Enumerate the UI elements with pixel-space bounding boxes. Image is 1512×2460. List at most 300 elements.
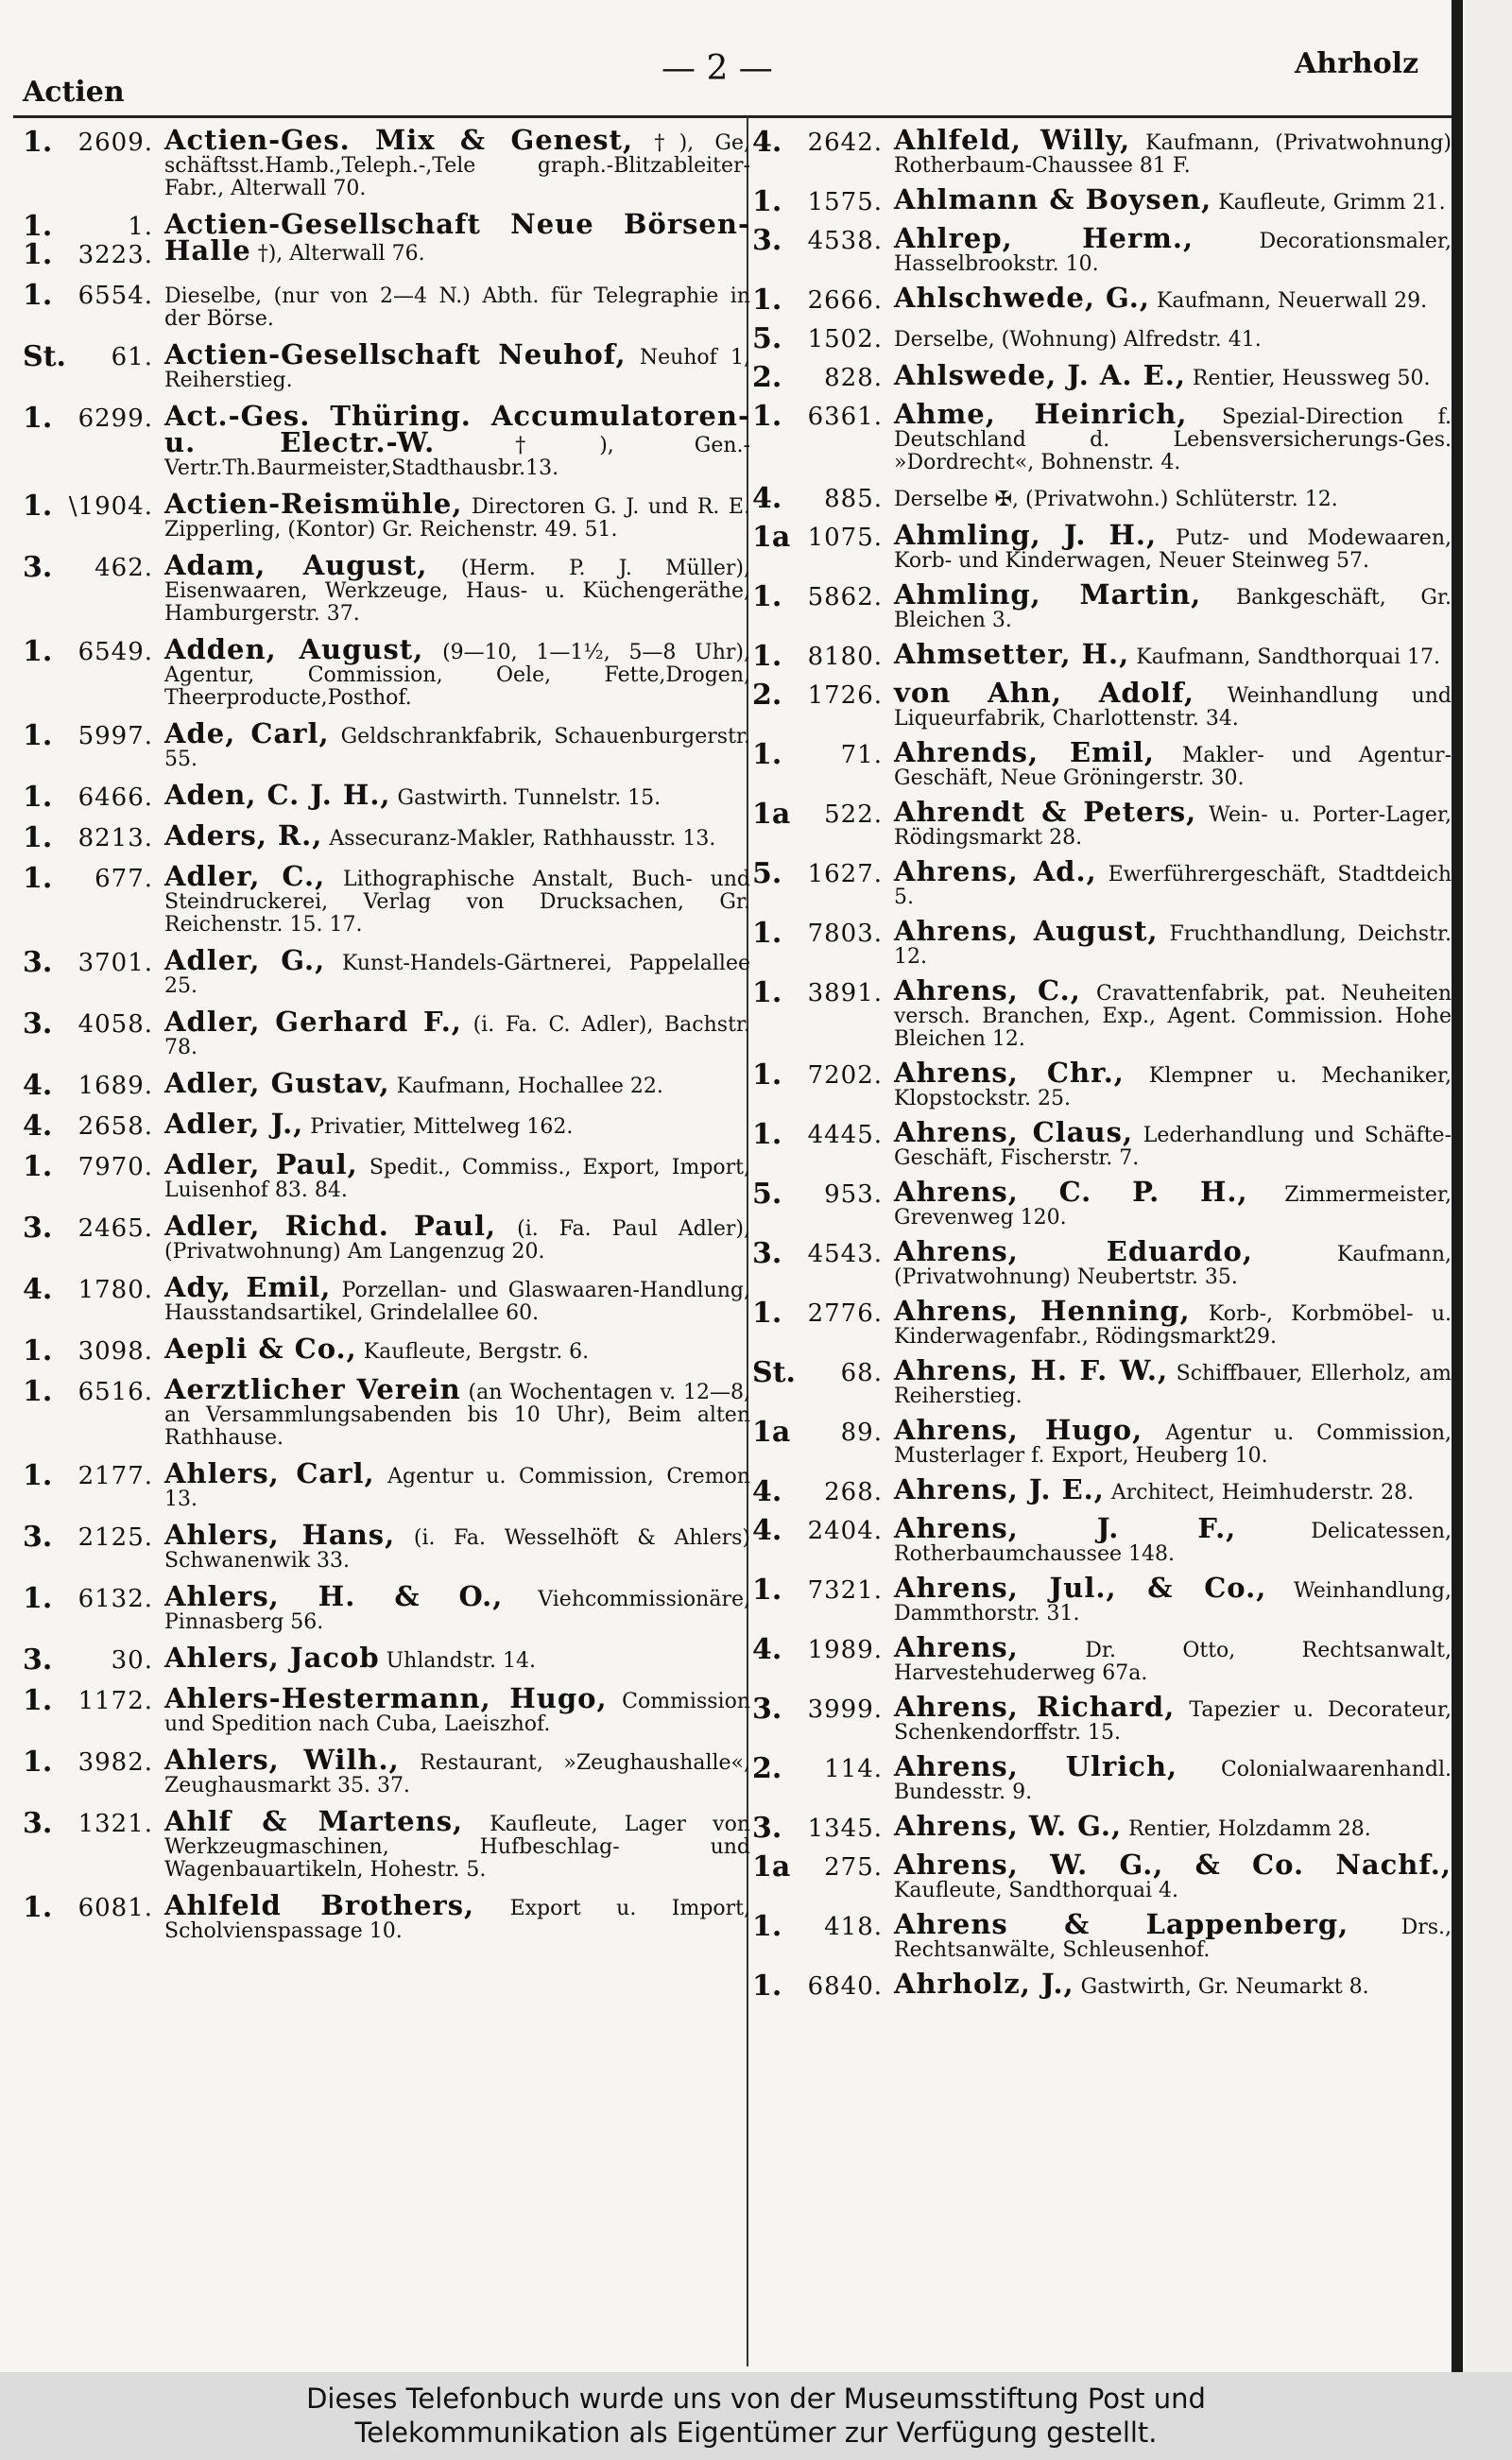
entry-description: Geldschrankfabrik, Schauenburgerstr. 55. xyxy=(164,725,751,771)
entry-text xyxy=(894,1849,1452,1902)
entry-description: Dieselbe, (nur von 2—4 N.) Abth. für Telegraphie in der Börse. xyxy=(164,284,750,331)
directory-entry xyxy=(752,1235,1452,1289)
entry-text xyxy=(894,1512,1452,1566)
phone-number: 6081. xyxy=(77,1894,153,1922)
exchange-class: 1. xyxy=(752,738,782,771)
directory-entry xyxy=(752,1473,1452,1508)
directory-entry xyxy=(752,1176,1452,1230)
exchange-class: 5. xyxy=(752,857,782,890)
entry-description: Assecuranz-Makler, Rathhausstr. 13. xyxy=(329,827,716,851)
exchange-class: 1. xyxy=(752,185,782,218)
exchange-class: 1. xyxy=(752,580,782,613)
directory-entry xyxy=(23,1373,750,1450)
entry-text xyxy=(894,1810,1452,1842)
entry-name: Ahrends, Emil, xyxy=(894,736,1155,768)
phone-number: 828. xyxy=(824,364,883,392)
entry-text xyxy=(164,1519,750,1573)
directory-entry xyxy=(752,1908,1452,1962)
phone-number: 3098. xyxy=(77,1337,153,1366)
phone-number: 7202. xyxy=(807,1061,883,1090)
entry-description: Spezial-Direction f. Deutschland d. Lebensversicherungs-Ges. »Dordrecht«, Bohnenstr. 4. xyxy=(894,405,1452,474)
entry-name: Actien-Reismühle, xyxy=(164,488,463,520)
entry-text xyxy=(164,1333,750,1365)
phone-number: 3982. xyxy=(77,1748,153,1777)
page-number: — 2 — xyxy=(662,49,773,88)
entry-description: Kunst-Handels-Gärtnerei, Pappelallee 25. xyxy=(164,952,750,998)
entry-description: Lithographische Anstalt, Buch- und Steindruckerei, Verlag von Drucksachen, Gr. Reichenstr. 15. 17. xyxy=(164,868,750,937)
entry-name: Ahrens, August, xyxy=(894,915,1159,947)
exchange-class: 3. xyxy=(23,551,53,584)
entry-description: Directoren G. J. und R. E. Zipperling, (Kontor) Gr. Reichenstr. 49. 51. xyxy=(164,495,750,542)
entry-text xyxy=(164,1067,750,1099)
exchange-class: 1. xyxy=(23,1582,53,1615)
exchange-class: 1. xyxy=(23,1375,53,1408)
exchange-class: 1. xyxy=(752,976,782,1009)
entry-name: Aepli & Co., xyxy=(164,1333,357,1365)
directory-entry xyxy=(23,124,751,200)
entry-name: Ahlers, Carl, xyxy=(164,1457,375,1489)
entry-text xyxy=(894,1908,1452,1962)
entry-text xyxy=(894,1968,1452,2000)
entry-text xyxy=(164,124,751,200)
entry-name: Ahrens, Hugo, xyxy=(894,1414,1143,1446)
directory-entry xyxy=(23,488,750,542)
directory-entry xyxy=(23,1642,750,1677)
page-header-left: Actien xyxy=(23,76,125,109)
page-header-right: Ahrholz xyxy=(1295,47,1419,80)
phone-number: 7321. xyxy=(807,1576,883,1605)
entry-name: Adler, J., xyxy=(164,1108,304,1140)
entry-description: Gastwirth, Gr. Neumarkt 8. xyxy=(1080,1975,1369,1999)
phone-number: 1172. xyxy=(77,1687,153,1715)
directory-entry xyxy=(23,944,750,998)
directory-entry xyxy=(23,1457,750,1511)
phone-number: 6361. xyxy=(807,403,883,431)
directory-entry xyxy=(752,1691,1452,1745)
phone-number: 6466. xyxy=(77,783,153,812)
entry-name: Ahrens, Jul., & Co., xyxy=(894,1572,1267,1604)
directory-entry xyxy=(752,519,1452,573)
entry-text xyxy=(164,633,750,710)
entry-text xyxy=(894,1176,1452,1230)
entry-description: Privatier, Mittelweg 162. xyxy=(310,1115,574,1139)
entry-name: Adler, Paul, xyxy=(164,1148,358,1180)
entry-text xyxy=(894,124,1452,178)
directory-entry xyxy=(23,1006,751,1059)
entry-description: †), Ge, schäftsst.Hamb.,Teleph.-,Tele graph.-Blitzableiter-Fabr., Alterwall 70. xyxy=(164,131,751,200)
entry-text xyxy=(164,717,751,771)
entry-description: Viehcommissionäre, Pinnasberg 56. xyxy=(164,1588,750,1634)
entry-text xyxy=(894,915,1452,969)
right-column xyxy=(752,121,1452,2001)
exchange-class: 1. xyxy=(23,635,53,668)
adjacent-page-strip xyxy=(1465,0,1512,2372)
exchange-class: 1. xyxy=(23,1891,53,1924)
directory-entry xyxy=(752,1354,1452,1408)
phone-number: 418. xyxy=(824,1913,883,1941)
entry-description: Weinhandlung, Dammthorstr. 31. xyxy=(894,1579,1452,1626)
phone-number: 7970. xyxy=(77,1153,153,1181)
entry-text xyxy=(164,1580,750,1634)
entry-description: Delicatessen, Rotherbaumchaussee 148. xyxy=(894,1520,1452,1566)
entry-text xyxy=(164,549,750,626)
entry-description: Kaufleute, Grimm 21. xyxy=(1218,191,1446,215)
entry-text xyxy=(894,1473,1452,1505)
directory-entry xyxy=(752,1572,1452,1626)
exchange-class: 1. xyxy=(752,284,782,317)
exchange-class: 5. xyxy=(752,1178,782,1211)
directory-entry xyxy=(752,638,1452,673)
entry-description: Lederhandlung und Schäfte-Geschäft, Fischerstr. 7. xyxy=(894,1124,1452,1170)
entry-name: Ahlrep, Herm., xyxy=(894,222,1194,254)
entry-name: Ady, Emil, xyxy=(164,1271,332,1303)
phone-number: 2642. xyxy=(807,129,883,157)
entry-name: Ahlswede, J. A. E., xyxy=(894,359,1186,391)
entry-name: Ahrens, W. G., xyxy=(894,1810,1123,1842)
exchange-class: 1. xyxy=(23,719,53,752)
exchange-class: 3. xyxy=(752,1812,782,1845)
entry-name: Ahrens, Claus, xyxy=(894,1116,1134,1148)
phone-number: 2776. xyxy=(807,1299,883,1328)
entry-description: (i. Fa. Paul Adler), (Privatwohnung) Am Langenzug 20. xyxy=(164,1217,750,1264)
header-rule xyxy=(13,115,1452,118)
exchange-class: 1. xyxy=(23,279,53,312)
entry-description: Fruchthandlung, Deichstr. 12. xyxy=(894,922,1452,969)
page-edge xyxy=(1452,0,1463,2372)
entry-description: Spedit., Commiss., Export, Import, Luisenhof 83. 84. xyxy=(164,1156,750,1202)
entry-description: (an Wochentagen v. 12—8, an Versammlungsabenden bis 10 Uhr), Beim alten Rathhause. xyxy=(164,1381,750,1450)
entry-name: Ahrens, J. F., xyxy=(894,1512,1237,1544)
entry-text xyxy=(164,860,750,937)
entry-name: Ahmsetter, H., xyxy=(894,638,1130,670)
entry-description: Klempner u. Mechaniker, Klopstockstr. 25. xyxy=(894,1064,1452,1110)
entry-description: Export u. Import, Scholvienspassage 10. xyxy=(164,1897,751,1943)
directory-entry xyxy=(23,1889,751,1943)
phone-number: 1780. xyxy=(77,1276,153,1304)
entry-name: Ahrens, C. P. H., xyxy=(894,1176,1248,1208)
entry-name: Aders, R., xyxy=(164,819,323,852)
phone-number: 68. xyxy=(840,1359,883,1387)
exchange-class: 3. xyxy=(752,1237,782,1270)
phone-number: 6549. xyxy=(77,638,153,666)
entry-text xyxy=(164,1006,751,1059)
directory-entry xyxy=(23,208,750,271)
phone-number: 1689. xyxy=(77,1072,153,1100)
directory-entry xyxy=(752,1750,1452,1804)
entry-description: Kaufleute, Bergstr. 6. xyxy=(363,1340,590,1364)
exchange-class: St. xyxy=(23,340,66,373)
directory-entry xyxy=(752,1295,1452,1349)
entry-text xyxy=(164,282,750,331)
entry-name: Ahrens, Chr., xyxy=(894,1057,1125,1089)
entry-text xyxy=(164,1373,750,1450)
exchange-class: 3. xyxy=(23,1807,53,1840)
entry-description: Rentier, Heussweg 50. xyxy=(1192,367,1431,390)
entry-description: Makler- und Agentur-Geschäft, Neue Gröningerstr. 30. xyxy=(894,744,1452,790)
entry-description: (i. Fa. Wesselhöft & Ahlers) Schwanenwik 33. xyxy=(164,1526,750,1573)
exchange-class: 4. xyxy=(752,1514,782,1547)
phone-number: 1321. xyxy=(77,1810,153,1838)
phone-number: 71. xyxy=(840,741,883,769)
exchange-class: 1. xyxy=(23,1150,53,1183)
entry-description: Kaufmann, (Privatwohnung) Neubertstr. 35. xyxy=(894,1243,1452,1289)
entry-text xyxy=(894,677,1452,731)
entry-description: Ewerführergeschäft, Stadtdeich 5. xyxy=(894,863,1452,909)
phone-number: 4543. xyxy=(807,1240,883,1268)
entry-text xyxy=(894,736,1452,790)
directory-entry xyxy=(752,1512,1452,1566)
entry-text xyxy=(894,282,1452,314)
entry-text xyxy=(894,1116,1452,1170)
entry-name: Ahrens, Ulrich, xyxy=(894,1750,1178,1782)
entry-description: Bankgeschäft, Gr. Bleichen 3. xyxy=(894,586,1452,632)
entry-description: Weinhandlung und Liqueurfabrik, Charlottenstr. 34. xyxy=(894,684,1452,731)
entry-name: Adler, Richd. Paul, xyxy=(164,1210,497,1242)
entry-text xyxy=(164,1642,750,1674)
directory-entry xyxy=(23,1210,750,1264)
entry-description: Rentier, Holzdamm 28. xyxy=(1128,1817,1371,1841)
directory-entry xyxy=(23,338,750,392)
entry-text xyxy=(894,1295,1452,1349)
directory-entry xyxy=(752,1631,1452,1685)
phone-number: 268. xyxy=(824,1478,883,1506)
exchange-class: 3. xyxy=(23,946,53,979)
phone-number: 8213. xyxy=(77,824,153,852)
entry-description: Agentur u. Commission, Musterlager f. Export, Heuberg 10. xyxy=(894,1421,1452,1468)
footer-line-1: Dieses Telefonbuch wurde uns von der Museumsstiftung Post und xyxy=(306,2383,1206,2415)
phone-number: 3999. xyxy=(807,1695,883,1724)
exchange-class: 3. xyxy=(23,1212,53,1245)
directory-entry xyxy=(752,322,1452,355)
exchange-class: 3. xyxy=(23,1521,53,1554)
entry-name: Ahlers-Hestermann, Hugo, xyxy=(164,1682,608,1714)
entry-description: Cravattenfabrik, pat. Neuheiten versch. Branchen, Exp., Agent. Commission. Hohe Bleichen 12. xyxy=(894,982,1452,1051)
phone-number: 2666. xyxy=(807,286,883,315)
directory-entry xyxy=(23,1067,750,1102)
entry-text xyxy=(894,183,1452,215)
phone-number: 2125. xyxy=(77,1523,153,1552)
phone-number: 6516. xyxy=(77,1378,153,1406)
entry-name: Ahrens, xyxy=(894,1631,1019,1663)
exchange-class: 3. xyxy=(23,1643,53,1677)
entry-name: Ahrholz, J., xyxy=(894,1968,1074,2000)
entry-description: Architect, Heimhuderstr. 28. xyxy=(1110,1481,1415,1505)
entry-name: Ahrens, W. G., & Co. Nachf., xyxy=(894,1849,1452,1881)
exchange-class: 1. xyxy=(23,1684,53,1717)
entry-text xyxy=(894,398,1452,474)
entry-name: Aden, C. J. H., xyxy=(164,779,391,811)
phone-number: 1726. xyxy=(807,681,883,710)
directory-entry xyxy=(752,677,1452,731)
entry-name: Actien-Gesellschaft Neue Börsen-Halle xyxy=(164,208,750,267)
entry-text xyxy=(164,338,750,392)
exchange-class: 1. xyxy=(23,781,53,814)
exchange-class: 1. xyxy=(752,917,782,950)
entry-name: Ahrens, Henning, xyxy=(894,1295,1191,1327)
entry-description: Porzellan- und Glaswaaren-Handlung, Hausstandsartikel, Grindelallee 60. xyxy=(164,1279,750,1325)
entry-name: Ahlfeld Brothers, xyxy=(164,1889,475,1921)
directory-entry xyxy=(752,974,1452,1051)
entry-description: Drs., Rechtsanwälte, Schleusenhof. xyxy=(894,1916,1452,1962)
entry-description: †), Gen.-Vertr.Th.Baurmeister,Stadthausbr.13. xyxy=(164,434,750,480)
exchange-class: 1. xyxy=(23,821,53,854)
directory-entry xyxy=(23,1148,750,1202)
exchange-class: 1. xyxy=(752,1910,782,1943)
entry-text xyxy=(894,1691,1452,1745)
directory-entry xyxy=(23,633,750,710)
entry-description: (i. Fa. C. Adler), Bachstr. 78. xyxy=(164,1013,751,1059)
entry-text xyxy=(164,1271,750,1325)
entry-name: Adler, C., xyxy=(164,860,326,892)
entry-text xyxy=(164,1889,751,1943)
entry-description: Putz- und Modewaaren, Korb- und Kinderwagen, Neuer Steinweg 57. xyxy=(894,526,1452,573)
exchange-class: 1a xyxy=(752,1416,791,1449)
directory-entry xyxy=(23,779,750,814)
entry-description: Kaufmann, (Privatwohnung) Rotherbaum-Chaussee 81 F. xyxy=(894,131,1452,178)
entry-text xyxy=(164,1682,750,1736)
entry-text xyxy=(164,400,750,480)
directory-entry xyxy=(752,1116,1452,1170)
phone-number: 4058. xyxy=(77,1010,153,1039)
phone-number: 1502. xyxy=(807,325,883,353)
entry-description: Kaufmann, Sandthorquai 17. xyxy=(1136,645,1441,669)
exchange-class: 1. xyxy=(752,1574,782,1607)
phone-number: 1075. xyxy=(807,524,883,552)
phone-number: 2404. xyxy=(807,1517,883,1545)
entry-description: Derselbe, (Wohnung) Alfredstr. 41. xyxy=(894,328,1262,352)
exchange-class: 1. xyxy=(752,1118,782,1151)
phone-number: 4445. xyxy=(807,1121,883,1149)
phone-number: 5997. xyxy=(77,722,153,750)
entry-name: Ahlers, Wilh., xyxy=(164,1744,400,1776)
exchange-class: 2. xyxy=(752,361,782,394)
directory-entry xyxy=(752,183,1452,218)
exchange-class: 3. xyxy=(752,224,782,257)
exchange-class: 1. xyxy=(23,1459,53,1492)
phone-number: 522. xyxy=(824,800,883,829)
directory-entry xyxy=(23,279,750,331)
phone-number: 6554. xyxy=(77,282,153,310)
exchange-class: 1. xyxy=(23,126,53,159)
entry-text xyxy=(894,1631,1452,1685)
directory-entry xyxy=(752,398,1452,474)
entry-name: Ahrens, Eduardo, xyxy=(894,1235,1253,1267)
exchange-class: 1. xyxy=(752,1970,782,2003)
exchange-class: 1. xyxy=(23,402,53,435)
entry-description: (9—10, 1—1½, 5—8 Uhr), Agentur, Commission, Oele, Fette,Drogen, Theerproducte,Posthof. xyxy=(164,641,750,710)
entry-name: Ahlschwede, G., xyxy=(894,282,1150,314)
phone-number: 6132. xyxy=(77,1585,153,1613)
phone-number: 4538. xyxy=(807,227,883,255)
phone-number: 8180. xyxy=(807,643,883,671)
entry-name: Ahrens & Lappenberg, xyxy=(894,1908,1349,1940)
entry-text xyxy=(164,1805,750,1882)
exchange-class: 3. xyxy=(752,1693,782,1726)
phone-number: 30. xyxy=(111,1646,153,1675)
entry-description: Restaurant, »Zeughaushalle«, Zeughausmarkt 35. 37. xyxy=(164,1751,750,1798)
entry-text xyxy=(894,1414,1452,1468)
phone-number: 3701. xyxy=(77,949,153,977)
exchange-class: 5. xyxy=(752,322,782,355)
entry-description: Colonialwaarenhandl. Bundesstr. 9. xyxy=(894,1758,1452,1804)
exchange-class: 1a xyxy=(752,798,791,831)
directory-entry xyxy=(752,1968,1452,2003)
directory-entry xyxy=(23,1519,750,1573)
entry-description: Gastwirth. Tunnelstr. 15. xyxy=(397,786,662,810)
directory-entry xyxy=(23,549,750,626)
exchange-class: 2. xyxy=(752,679,782,712)
entry-name: Ahlfeld, Willy, xyxy=(894,124,1131,156)
entry-text xyxy=(164,1210,750,1264)
exchange-class: 2. xyxy=(752,1752,782,1785)
phone-number: \1904. xyxy=(68,492,153,521)
footer-notice xyxy=(0,2372,1512,2460)
entry-text xyxy=(894,1235,1452,1289)
exchange-class: 4. xyxy=(23,1110,53,1143)
entry-name: Ahlers, H. & O., xyxy=(164,1580,504,1612)
directory-entry xyxy=(23,1744,750,1798)
footer-line-2: Telekommunikation als Eigentümer zur Verfügung gestellt. xyxy=(354,2417,1158,2449)
exchange-class: 1. xyxy=(23,1746,53,1779)
directory-entry xyxy=(752,359,1452,394)
entry-description: Agentur u. Commission, Cremon 13. xyxy=(164,1465,750,1511)
entry-text xyxy=(164,1744,750,1798)
entry-text xyxy=(894,578,1452,632)
entry-name: Ahrens, Ad., xyxy=(894,855,1097,887)
directory-entry xyxy=(752,124,1452,178)
entry-name: Ahmling, Martin, xyxy=(894,578,1202,611)
phone-number: 1989. xyxy=(807,1636,883,1664)
entry-text xyxy=(164,779,750,811)
entry-name: von Ahn, Adolf, xyxy=(894,677,1194,709)
entry-description: Derselbe ✠, (Privatwohn.) Schlüterstr. 12. xyxy=(894,488,1338,511)
directory-entry xyxy=(752,736,1452,790)
directory-entry xyxy=(752,1414,1452,1468)
phone-number: 275. xyxy=(824,1853,883,1882)
entry-description: Wein- u. Porter-Lager, Rödingsmarkt 28. xyxy=(894,803,1452,850)
entry-text xyxy=(164,944,750,998)
entry-name: Actien-Ges. Mix & Genest, xyxy=(164,124,634,156)
phone-number: 677. xyxy=(94,865,153,893)
entry-text xyxy=(894,1354,1452,1408)
entry-description: (Herm. P. J. Müller), Eisenwaaren, Werkzeuge, Haus- u. Küchengeräthe, Hamburgerstr. 37. xyxy=(164,557,750,626)
exchange-class: 3. xyxy=(23,1007,53,1041)
entry-text xyxy=(894,325,1452,352)
directory-entry xyxy=(752,578,1452,632)
entry-name: Adler, G., xyxy=(164,944,326,976)
entry-name: Ahlers, Hans, xyxy=(164,1519,396,1551)
entry-name: Adden, August, xyxy=(164,633,424,665)
entry-description: Korb-, Korbmöbel- u. Kinderwagenfabr., Rödingsmarkt29. xyxy=(894,1302,1452,1349)
phone-number: 953. xyxy=(824,1180,883,1209)
entry-description: Commission und Spedition nach Cuba, Laeiszhof. xyxy=(164,1690,750,1736)
exchange-class: St. xyxy=(752,1356,796,1389)
entry-description: Kaufleute, Lager von Werkzeugmaschinen, Hufbeschlag- und Wagenbauartikeln, Hohestr. 5. xyxy=(164,1813,750,1882)
directory-entry xyxy=(752,796,1452,850)
directory-entry xyxy=(23,1580,750,1634)
directory-entry xyxy=(23,1271,750,1325)
exchange-class: 1. xyxy=(752,1297,782,1330)
entry-description: Dr. Otto, Rechtsanwalt, Harvestehuderweg 67a. xyxy=(894,1639,1452,1685)
entry-description: Tapezier u. Decorateur, Schenkendorffstr. 15. xyxy=(894,1698,1452,1745)
entry-description: Schiffbauer, Ellerholz, am Reiherstieg. xyxy=(894,1362,1452,1408)
entry-name: Ahlmann & Boysen, xyxy=(894,183,1212,215)
entry-description: Kaufmann, Hochallee 22. xyxy=(396,1075,663,1098)
entry-text xyxy=(894,359,1452,391)
entry-text xyxy=(894,855,1452,909)
entry-text xyxy=(894,222,1452,276)
entry-text xyxy=(164,488,750,542)
